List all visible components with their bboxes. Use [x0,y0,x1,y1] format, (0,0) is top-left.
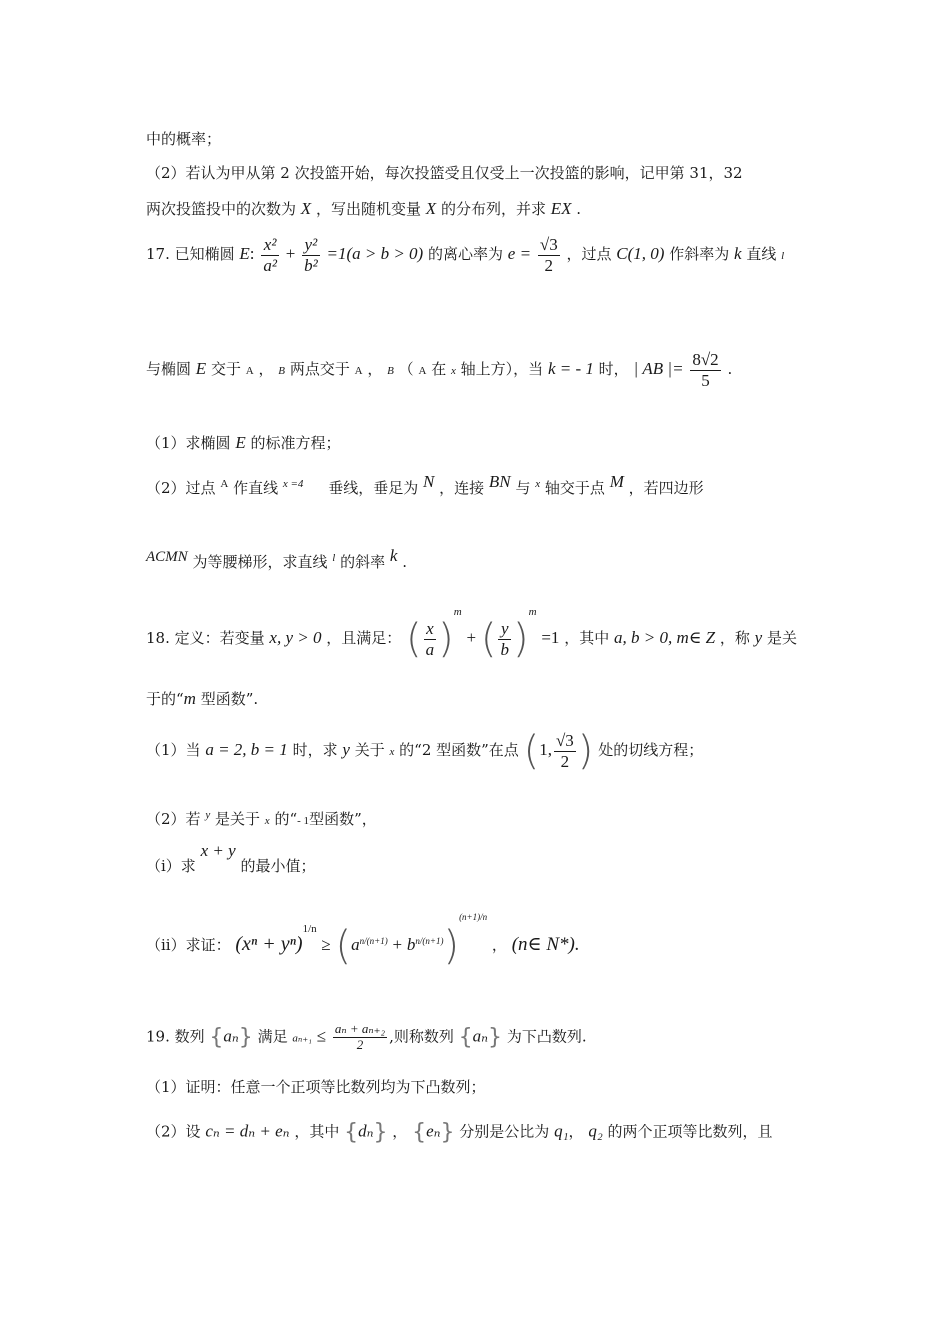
var-x: x [535,478,541,490]
num: y [500,618,509,638]
var-x: x [264,815,270,827]
text: ， [367,360,383,379]
point-c: C(1, 0) [616,244,665,264]
var-k: k [734,244,742,264]
text: 作直线 [233,479,279,497]
q18-line1 [146,606,797,662]
brace-right: } [373,1120,388,1145]
frac-x-a [424,619,437,659]
point-b: B [387,365,394,378]
text: ，其中 [564,629,610,647]
exp-m: m [528,606,537,618]
q19-part1 [146,1076,486,1097]
text: ， [568,1122,584,1141]
text: 作斜率为 [669,245,730,264]
ratio-q2: q₂ [588,1121,603,1141]
q17-part2-line1 [146,472,704,498]
frac-avg [333,1022,387,1053]
exp-outer: (n+1)/n [459,912,488,922]
text: . [727,360,733,379]
q19-line1 [146,1022,587,1053]
text: . [402,553,407,571]
n-cond: (n∈ N*). [511,934,580,955]
text: ，且满足： [326,629,402,647]
neg-one: - 1 [297,815,310,827]
text: ，若四边形 [628,479,704,497]
brace-right: } [238,1024,253,1050]
x-plus-y: x + y [200,841,236,860]
text: 垂线，垂足为 [328,479,419,497]
segment-bn: BN [488,472,511,491]
quad-acmn: ACMN [146,549,188,565]
var-e: E [235,433,246,452]
exp-a: n/(n+1) [359,936,388,946]
brace-left: { [209,1024,224,1050]
frac-sqrt3-2 [538,235,560,275]
var-y: y [754,628,763,647]
text: （1）求椭圆 [146,434,231,452]
point-n: N [423,472,435,491]
text: 在 [431,360,447,379]
brace-right: } [488,1024,503,1050]
text: 分别是公比为 [459,1122,550,1141]
text: 的“ [274,810,298,828]
e-eq: e = [507,244,532,264]
paren-left: ( [406,616,422,662]
text: 处的切线方程； [598,741,704,759]
q17-line2 [146,350,732,390]
paren-right: ) [512,616,529,662]
paren-left: ( [480,616,497,662]
base-b: b [406,935,416,954]
text: 的最小值； [240,857,316,875]
text: 与 [515,479,531,497]
text: 于的“ [146,690,184,708]
text: ， [491,936,507,954]
ellipse-cond: =1(a > b > 0) [326,244,424,264]
text: ,则称数列 [389,1027,454,1046]
seq-e: eₙ [426,1121,441,1141]
seq-a: aₙ [223,1026,239,1046]
paren-right: ) [443,923,460,969]
text: ， [258,360,274,379]
var-m: m [183,689,196,708]
num: √3 [555,730,574,750]
brace-left: { [344,1120,359,1145]
text: （1）当 [146,741,201,759]
text: 直线 [746,245,777,264]
text: 的标准方程； [250,434,341,452]
var-e: E [239,244,250,264]
text: （ii）求证： [146,936,231,954]
text: 型函数”. [200,690,259,708]
q17-part1 [146,432,341,453]
frac-ab [690,350,720,390]
frac-x2-a2 [261,235,279,275]
lhs-exponent: 1/n [302,923,317,935]
point-x: 1, [539,740,552,759]
q16-part2-line1 [146,162,743,183]
lhs-expr: (xⁿ + yⁿ) [235,933,303,955]
text: 的离心率为 [428,245,504,264]
question-number: 19. 数列 [146,1027,205,1046]
eq-one: =1 [541,628,560,647]
den: b [500,639,509,659]
abm-cond: a, b > 0, m∈ Z [614,628,716,647]
xy-cond: x, y > 0 [269,628,322,647]
exp-b: n/(n+1) [415,936,444,946]
text: 是关 [766,629,797,647]
den: 2 [538,255,560,276]
text: 时， [598,360,629,379]
num: y² [304,235,318,254]
text: 的两个正项等比数列，且 [607,1122,773,1141]
num: √3 [539,235,558,254]
seq-a: aₙ [472,1026,489,1046]
text: （1）证明：任意一个正项等比数列均为下凸数列； [146,1078,486,1096]
exp-m: m [453,606,462,618]
q18-part2-ii [146,912,580,969]
ratio-q1: q₁ [554,1121,569,1141]
text: 交于 [210,360,241,379]
question-number: 18. 定义：若变量 [146,629,265,647]
plus: + [285,244,296,264]
brace-left: { [412,1120,427,1145]
leq: ≤ [316,1026,327,1046]
q16-continuation [146,128,221,149]
text: ，其中 [294,1122,340,1141]
num: aₙ + aₙ₊₂ [334,1021,386,1036]
plus: + [466,628,477,647]
text: 的斜率 [340,553,386,571]
q16-part2-line2 [146,198,581,219]
text: ，称 [719,629,750,647]
var-y: y [342,740,350,759]
plus: + [392,935,403,954]
var-x: x [450,365,456,378]
num: x [426,618,434,638]
point-a: A [245,365,254,378]
text: 为下凸数列. [506,1027,587,1046]
point-a: A [418,365,427,378]
text: 关于 [354,741,385,759]
text: 两次投篮投中的次数为 [146,200,297,218]
var-l: l [781,250,785,263]
q16-cont-text: 中的概率； [146,130,222,148]
text: 两点交于 [289,360,350,379]
var-k: k [389,546,398,565]
text: ，过点 [566,245,612,264]
q18-line2 [146,688,258,709]
var-e: E [195,359,207,379]
ab-length: | AB |= [633,359,684,379]
point-a: A [354,365,363,378]
var-ex: EX [550,199,572,218]
den: 2 [333,1037,387,1053]
text: 满足 [257,1027,288,1046]
q19-part2 [146,1120,773,1145]
frac-y-b [498,619,511,659]
text: 轴交于点 [544,479,605,497]
var-y: y [205,809,211,821]
text: 的分布列，并求 [440,200,546,218]
text: ，连接 [439,479,485,497]
text: . [576,200,582,218]
var-l: l [332,552,336,564]
text: 型函数”， [309,810,377,828]
line-x-eq-4: x =4 [282,478,304,490]
text: 为等腰梯形，求直线 [192,553,328,571]
den: 5 [690,370,720,391]
text: （ [398,360,414,379]
a-n-plus-1: aₙ₊₁ [292,1032,312,1045]
text: 轴上方），当 [460,360,544,379]
num: 8√2 [692,350,719,369]
text: （2）若 [146,810,201,828]
text: （2）设 [146,1122,201,1141]
seq-d: dₙ [358,1121,374,1141]
q18-part1 [146,728,703,774]
paren-left: ( [335,923,352,969]
text: ，写出随机变量 [315,200,421,218]
den: a² [263,255,277,275]
k-eq: k = - 1 [547,359,594,379]
text: ， [392,1122,408,1141]
point-a: A [220,478,229,490]
num: x² [263,235,277,254]
q18-part2 [146,808,377,829]
ab-values: a = 2, b = 1 [205,740,288,759]
q17-part2-line2 [146,546,407,572]
q18-part2-i [146,840,316,875]
var-x: x [389,746,395,758]
den: a [425,639,435,659]
var-x: X [425,199,437,218]
den: 2 [554,751,576,772]
geq: ≥ [321,935,331,954]
brace-left: { [458,1024,473,1050]
colon: : [249,244,255,264]
text: （i）求 [146,857,196,875]
frac-y2-b2 [302,235,320,275]
question-number: 17. 已知椭圆 [146,245,235,264]
paren-right: ) [577,728,594,774]
q17-line1 [146,235,784,275]
q16-part2-text: （2）若认为甲从第 2 次投篮开始，每次投篮受且仅受上一次投篮的影响，记甲第 31，32 [146,164,743,182]
frac-sqrt3-2 [554,731,576,771]
var-x: X [300,199,312,218]
brace-right: } [440,1120,455,1145]
den: b² [304,255,318,275]
text: 与椭圆 [146,360,192,379]
c-def: cₙ = dₙ + eₙ [205,1121,290,1141]
text: 时，求 [292,741,338,759]
base-a: a [351,935,360,954]
text: （2）过点 [146,479,216,497]
paren-left: ( [523,728,540,774]
text: 是关于 [215,810,261,828]
point-m: M [609,472,624,491]
paren-right: ) [438,616,454,662]
point-b: B [278,365,286,378]
text: 的“2 型函数”在点 [399,741,519,759]
